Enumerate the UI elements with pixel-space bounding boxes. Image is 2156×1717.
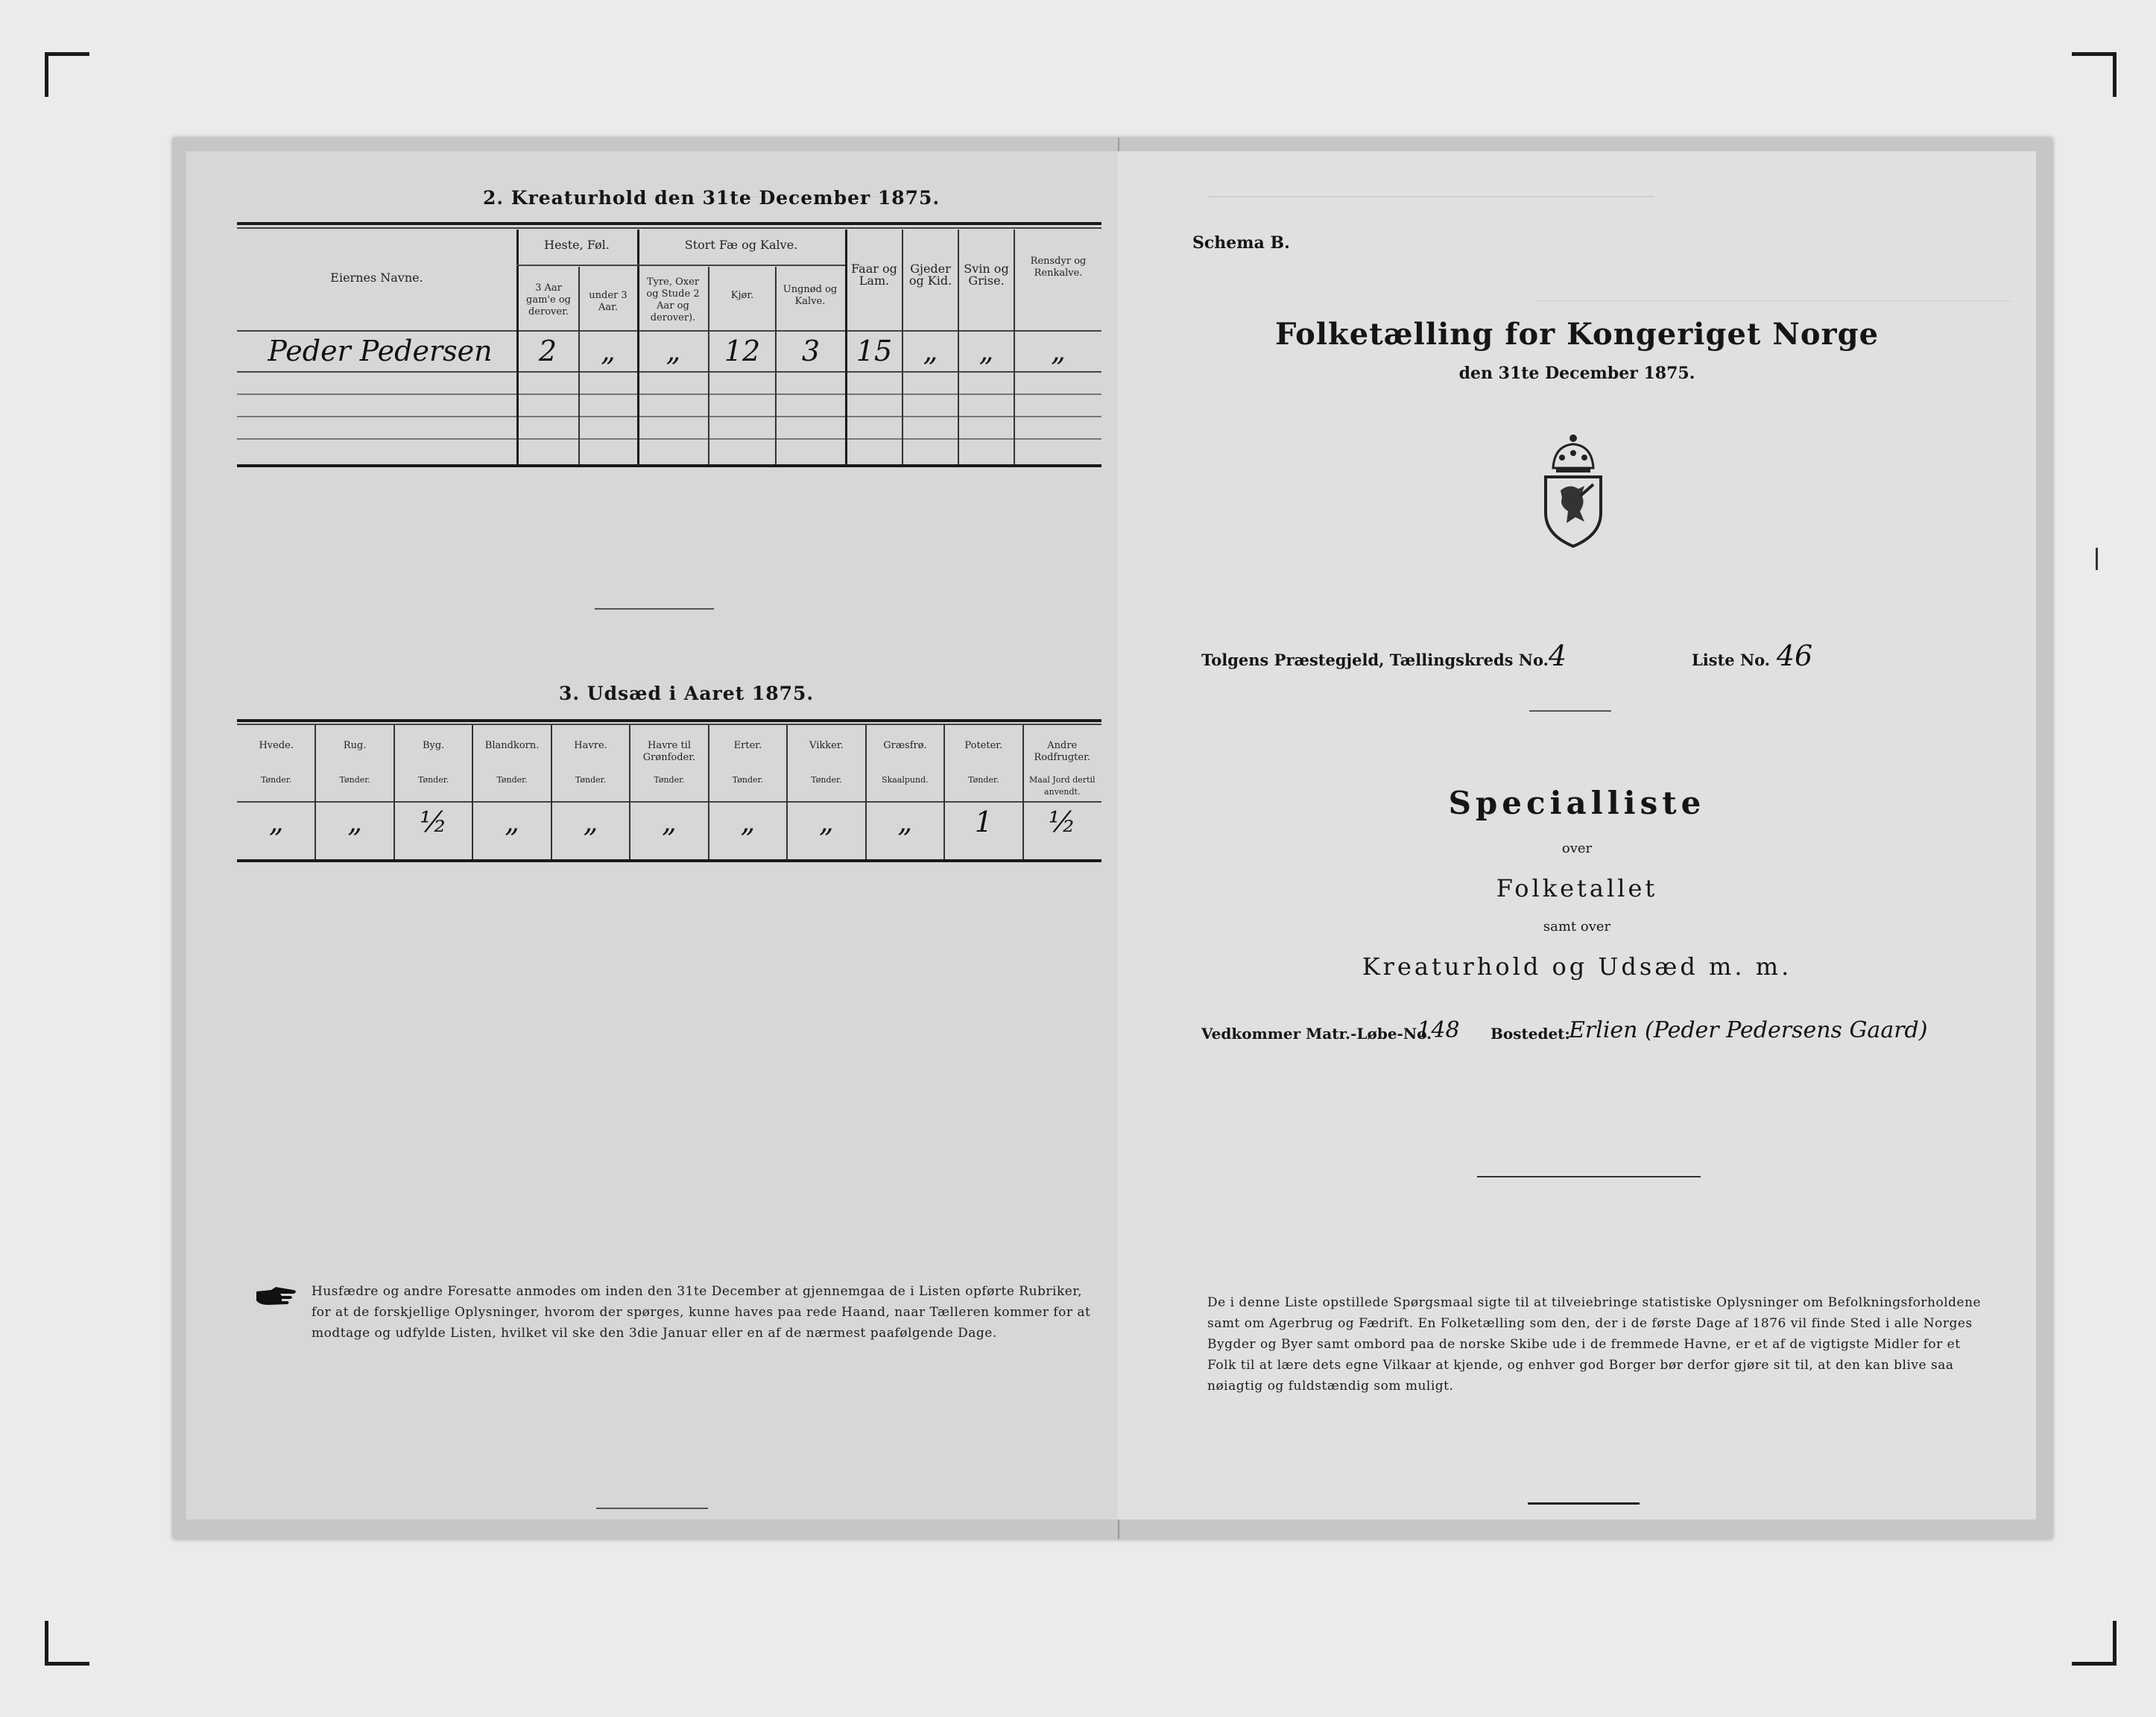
census-info-text: De i denne Liste opstillede Spørgsmaal sigte til at tilveiebringe statistiske Oplysninger om Befolkningsforholdene samt om Agerbrug og Fædrift. En Folketælling som den, der i de første Dage af 1876 vil finde Sted i alle Norges Bygder og Byer samt ombord paa de norske Skibe ude i de fremmede Havne, er et af de vigtigste Midler for et Folk til at lære dets egne Vilkaar at kjende, og enhver god Borger bør derfor gjøre sit til, at den kan blive saa nøiagtig og fuldstændig som muligt. (1207, 1295, 1982, 1394)
seed-value: „ (740, 806, 756, 838)
separator-rule (1477, 1176, 1701, 1177)
livestock-header-rule (237, 330, 1101, 332)
seed-header-unit: Tønder. (261, 775, 292, 785)
list-number: 46 (1776, 639, 1813, 672)
special-list-title: Specialliste (1448, 785, 1706, 821)
seed-header-unit: Tønder. (811, 775, 842, 785)
seed-table-top-rule (237, 719, 1101, 722)
header-horses: Heste, Føl. (544, 238, 610, 252)
value-pigs: „ (979, 335, 994, 367)
bleed-through (1207, 196, 1654, 197)
value-reindeer: „ (1051, 335, 1066, 367)
seed-value: ½ (1048, 806, 1076, 838)
livestock-row-rule (237, 416, 1101, 417)
header-sheep: Faar og Lam. (851, 262, 897, 288)
seed-header-name: Hvede. (259, 740, 294, 751)
seed-header-unit: Tønder. (339, 775, 370, 785)
livestock-table-top-rule-2 (237, 227, 1101, 229)
samt-over-text: samt over (1543, 919, 1611, 935)
value-bulls-oxen: „ (666, 335, 681, 367)
bosted-label: Bostedet: (1490, 1025, 1570, 1043)
matr-number: 148 (1417, 1017, 1460, 1043)
seed-header-unit: Tønder. (732, 775, 764, 785)
value-horses-under3: „ (601, 335, 616, 367)
header-cows: Kjør. (730, 290, 754, 301)
frame-corner-tr-v (2113, 52, 2117, 97)
livestock-table-top-rule (237, 222, 1101, 225)
frame-corner-tr-h (2072, 52, 2117, 56)
householder-notice: Husfædre og andre Foresatte anmodes om inden den 31te December at gjennemgaa de i Listen opførte Rubriker, for at de forskjellige Oplysninger, hvorom der spørges, kunne haves paa rede Haand, naar Tælleren kommer for at modtage og udfylde Listen, hvilket vil ske den 3die Januar eller en af de nærmest paafølgende Dage. (312, 1284, 1091, 1341)
separator-rule (1529, 710, 1611, 712)
seed-header-name: Græsfrø. (883, 740, 927, 751)
header-goats: Gjeder og Kid. (908, 262, 952, 288)
frame-corner-br-v (2113, 1621, 2117, 1666)
livestock-table-bottom-rule (237, 464, 1101, 467)
value-young-cattle: 3 (801, 335, 821, 367)
livestock-row-rule (237, 393, 1101, 395)
header-owner-names: Eiernes Navne. (330, 271, 423, 285)
separator-rule (595, 608, 714, 610)
seed-table-top-rule-2 (237, 724, 1101, 725)
seed-value: „ (897, 806, 913, 838)
seed-header-name: Byg. (422, 740, 445, 751)
seed-header-unit: Tønder. (417, 775, 449, 785)
seed-header-name: Rug. (343, 740, 367, 751)
kreaturhold-text: Kreaturhold og Udsæd m. m. (1362, 952, 1792, 981)
header-bulls-oxen: Tyre, Oxer og Stude 2 Aar og derover). (646, 276, 700, 323)
seed-header-unit: Maal Jord dertil anvendt. (1029, 775, 1096, 797)
header-horses-3yr: 3 Aar gam'e og derover. (526, 282, 571, 317)
frame-corner-bl-h (45, 1662, 89, 1666)
seed-value: „ (662, 806, 677, 838)
list-label: Liste No. (1692, 651, 1771, 669)
pointing-hand-icon (255, 1286, 300, 1306)
seed-header-name: Andre Rodfrugter. (1034, 740, 1090, 763)
seed-header-unit: Tønder. (968, 775, 999, 785)
census-date: den 31te December 1875. (1458, 364, 1695, 383)
scanned-sheet (173, 138, 2052, 1539)
seed-section-title: 3. Udsæd i Aaret 1875. (559, 683, 815, 704)
seed-value: „ (505, 806, 519, 838)
header-reindeer: Rensdyr og Renkalve. (1030, 256, 1087, 279)
district-number: 4 (1548, 639, 1567, 672)
seed-header-name: Havre. (574, 740, 607, 751)
header-young-cattle: Ungnød og Kalve. (783, 284, 838, 307)
seed-header-unit: Tønder. (575, 775, 607, 785)
seed-value: 1 (974, 806, 993, 838)
owner-name: Peder Pedersen (268, 335, 493, 367)
seed-value: „ (347, 806, 363, 838)
frame-corner-tl-v (45, 52, 48, 97)
separator-rule-bottom (596, 1508, 708, 1509)
header-pigs: Svin og Grise. (964, 262, 1009, 288)
seed-header-name: Havre til Grønfoder. (642, 740, 696, 763)
seed-value: ½ (420, 806, 448, 838)
seed-value: „ (268, 806, 284, 838)
value-horses-3yr: 2 (538, 335, 557, 367)
seed-header-unit: Tønder. (496, 775, 528, 785)
seed-header-unit: Tønder. (654, 775, 685, 785)
schema-label: Schema B. (1192, 233, 1290, 253)
bleed-through (1535, 300, 2012, 302)
over-text: over (1561, 841, 1593, 856)
seed-header-name: Poteter. (964, 740, 1003, 751)
parish-label: Tolgens Præstegjeld, Tællingskreds No. (1201, 651, 1549, 669)
seed-table-bottom-rule (237, 859, 1101, 862)
livestock-row-rule (237, 438, 1101, 440)
edge-mark (2096, 548, 2098, 570)
coat-of-arms-icon (1532, 431, 1614, 550)
seed-header-name: Vikker. (809, 740, 844, 751)
value-cows: 12 (724, 335, 761, 367)
header-cattle: Stort Fæ og Kalve. (684, 238, 798, 252)
folketallet-text: Folketallet (1496, 874, 1658, 902)
group-header-rule (516, 265, 845, 266)
seed-header-name: Blandkorn. (484, 740, 540, 751)
seed-header-unit: Skaalpund. (882, 775, 929, 785)
separator-rule-bottom (1528, 1502, 1640, 1505)
value-goats: „ (923, 335, 938, 367)
frame-corner-br-h (2072, 1662, 2117, 1666)
matr-label: Vedkommer Matr.-Løbe-No. (1201, 1025, 1432, 1043)
census-title: Folketælling for Kongeriget Norge (1274, 317, 1880, 352)
livestock-row-rule (237, 371, 1101, 373)
frame-corner-tl-h (45, 52, 89, 56)
seed-header-rule (237, 801, 1101, 803)
seed-header-name: Erter. (733, 740, 762, 751)
seed-value: „ (819, 806, 834, 838)
livestock-section-title: 2. Kreaturhold den 31te December 1875. (483, 187, 941, 209)
frame-corner-bl-v (45, 1621, 48, 1666)
right-page (1118, 151, 2036, 1520)
bosted-value: Erlien (Peder Pedersens Gaard) (1569, 1017, 1928, 1043)
seed-value: „ (583, 806, 598, 838)
left-page (186, 151, 1118, 1520)
value-sheep: 15 (856, 335, 893, 367)
header-horses-under3: under 3 Aar. (589, 290, 627, 313)
